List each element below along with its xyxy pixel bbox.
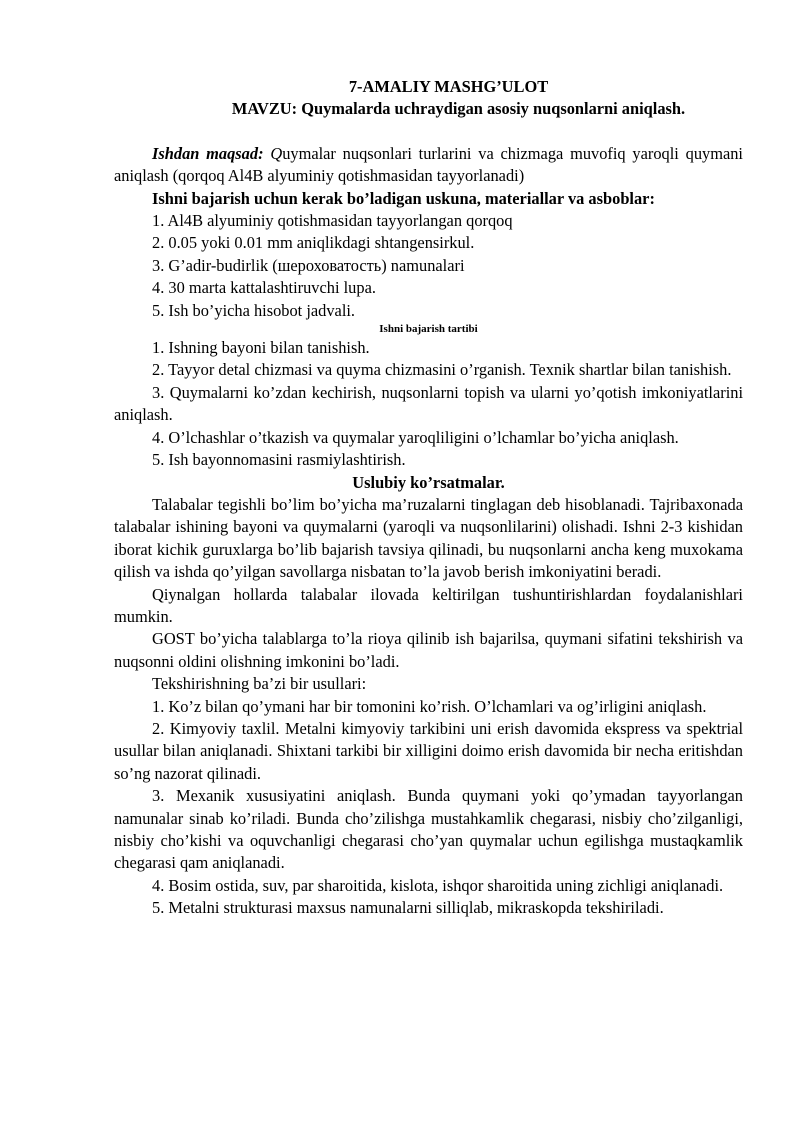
procedure-step: 1. Ishning bayoni bilan tanishish.: [152, 338, 370, 358]
guideline-paragraph: 2. Kimyoviy taxlil. Metalni kimyoviy tarkibini uni erish davomida ekspress va spektrial usullar bilan aniqlanadi. Shixtani tarkibi bir xilligini doimo erish davomida bir necha eritishdan so’ng nazorat qilinadi.: [114, 718, 743, 783]
aim-label: Ishdan maqsad:: [152, 143, 264, 163]
guideline-paragraph: GOST bo’yicha talablarga to’la rioya qilinib ish bajarilsa, quymani sifatini tekshirish va nuqsonni oldini olishning imkonini bo’ladi.: [114, 629, 743, 671]
guideline-paragraph: Tekshirishning ba’zi bir usullari:: [152, 674, 367, 694]
equipment-item: 3. G’adir-budirlik (шероховатость) namunalari: [152, 255, 465, 275]
lesson-title: 7-AMALIY MASHG’ULOT: [348, 77, 549, 96]
procedure-step: 5. Ish bayonnomasini rasmiylashtirish.: [152, 450, 406, 470]
document-page: [114, 76, 743, 920]
procedure-step: 4. O’lchashlar o’tkazish va quymalar yaroqliligini o’lchamlar bo’yicha aniqlash.: [152, 427, 679, 447]
procedure-heading: Ishni bajarish tartibi: [379, 323, 478, 336]
guideline-paragraph: Talabalar tegishli bo’lim bo’yicha ma’ruzalarni tinglagan deb hisoblanadi. Tajribaxonada talabalar ishining bayoni va quymalarni (yaroqli va nuqsonlilarini) olishadi. Ishni 2-3 kishidan iborat kichik guruxlarga bo’lib bajarish tavsiya qilinadi, bu nuqsonlarni ancha keng muxokama qilish va ishda qo’yilgan savollarga nisbatan to’la javob berish imkoniyatini beradi.: [114, 494, 743, 582]
procedure-step: 2. Tayyor detal chizmasi va quyma chizmasini o’rganish. Texnik shartlar bilan tanishish.: [152, 360, 732, 380]
topic-title: MAVZU: Quymalarda uchraydigan asosiy nuqsonlarni aniqlash.: [231, 99, 686, 119]
guideline-paragraph: 4. Bosim ostida, suv, par sharoitida, kislota, ishqor sharoitida uning zichligi aniqlanadi.: [152, 875, 724, 895]
guideline-paragraph: Qiynalgan hollarda talabalar ilovada keltirilgan tushuntirishlardan foydalanishlari mumkin.: [114, 584, 743, 626]
guideline-paragraph: 1. Ko’z bilan qo’ymani har bir tomonini ko’rish. O’lchamlari va og’irligini aniqlash.: [152, 696, 707, 716]
equipment-item: 5. Ish bo’yicha hisobot jadvali.: [152, 300, 356, 320]
aim-first-letter: Q: [270, 143, 283, 163]
guideline-paragraph: 3. Mexanik xususiyatini aniqlash. Bunda quymani yoki qo’ymadan tayyorlangan namunalar sinab ko’riladi. Bunda cho’zilishga mustahkamlik chegarasi, nisbiy cho’zilganligi, nisbiy cho’kishi va oquvchanligi chegarasi cho’yan quymalar uchun egilishga mustaqkamlik chegarasi qam aniqlanadi.: [114, 786, 743, 873]
guidelines-heading: Uslubiy ko’rsatmalar.: [352, 472, 505, 492]
equipment-heading: Ishni bajarish uchun kerak bo’ladigan uskuna, materiallar va asboblar:: [152, 188, 655, 208]
guideline-paragraph: 5. Metalni strukturasi maxsus namunalarni silliqlab, mikraskopda tekshiriladi.: [152, 898, 664, 918]
equipment-item: 4. 30 marta kattalashtiruvchi lupa.: [152, 278, 376, 298]
equipment-item: 2. 0.05 yoki 0.01 mm aniqlikdagi shtangensirkul.: [152, 233, 475, 253]
spacer: [114, 121, 743, 143]
equipment-item: 1. Al4B alyuminiy qotishmasidan tayyorlangan qorqoq: [152, 211, 513, 231]
aim-paragraph: [114, 143, 743, 188]
procedure-step: 3. Quymalarni ko’zdan kechirish, nuqsonlarni topish va ularni yo’qotish imkoniyatlarini aniqlash.: [114, 382, 743, 425]
aim-text: uymalar nuqsonlari turlarini va chizmaga muvofiq yaroqli quymani aniqlash (qorqoq Al4B alyuminiy qotishmasidan tayyorlanadi): [114, 143, 743, 186]
